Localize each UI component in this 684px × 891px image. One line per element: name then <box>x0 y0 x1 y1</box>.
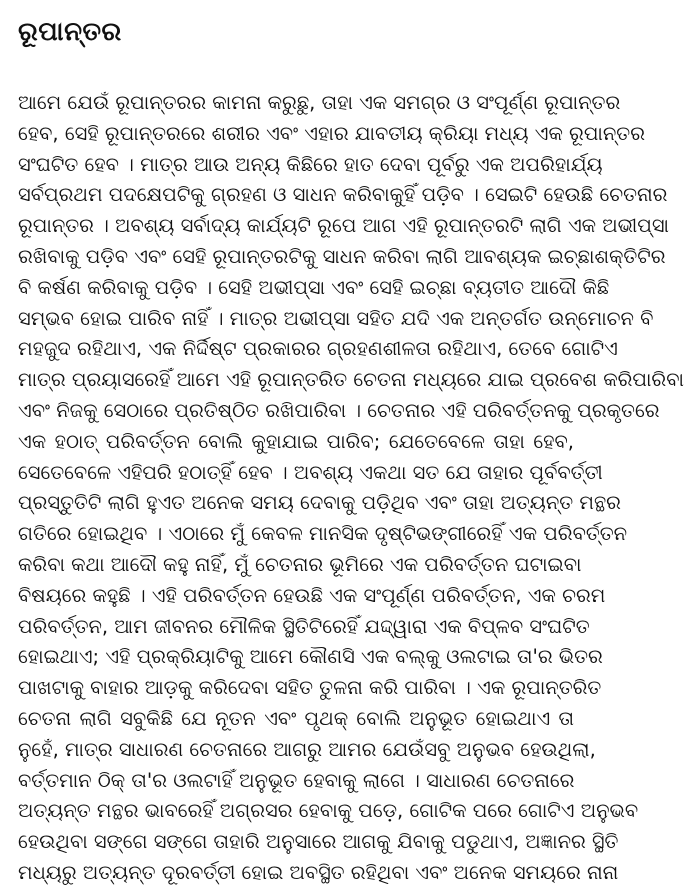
text-line: ସର୍ବପ୍ରଥମ ପଦକ୍ଷେପଟିକୁ ଗ୍ରହଣ ଓ ସାଧନ କରିବାକୁହିଁ ପଡ଼ିବ । ସେଇଟି ହେଉଛି ଚେତନାର <box>18 183 668 207</box>
text-line: ହେଉଥିବା ସଙ୍ଗେ ସଙ୍ଗେ ତାହାରି ଅନୁସାରେ ଆଗକୁ ଯିବାକୁ ପଡୁଥାଏ, ଅଜ୍ଞାନର ସ୍ଥିତି <box>18 830 619 854</box>
text-line: ଏବଂ ନିଜକୁ ସେଠାରେ ପ୍ରତିଷ୍ଠିତ ରଖିପାରିବା । ଚେତନାର ଏହି ପରିବର୍ତ୍ତନକୁ ପ୍ରକୃତରେ <box>18 398 660 422</box>
text-line: ମଧ୍ୟରୁ ଅତ୍ୟନ୍ତ ଦୂରବର୍ତ୍ତୀ ହୋଇ ଅବସ୍ଥିତ ରହିଥିବା ଏବଂ ଅନେକ ସମୟରେ ନାନା <box>18 860 619 884</box>
text-line: ପାଖଟାକୁ ବାହାର ଆଡ଼କୁ କରିଦେବା ସହିତ ତୁଳନା କରି ପାରିବା । ଏକ ରୂପାନ୍ତରିତ <box>18 676 602 700</box>
text-line: ସେତେବେଳେ ଏହିପରି ହଠାତ୍‌ହିଁ ହେବ । ଅବଶ୍ୟ ଏକଥା ସତ ଯେ ତାହାର ପୂର୍ବବର୍ତ୍ତୀ <box>18 460 603 484</box>
text-line: ପରିବର୍ତ୍ତନ, ଆମ ଜୀବନର ମୌଳିକ ସ୍ଥିତିଟିରେହିଁ ଯଦ୍ଦ୍ୱାରା ଏକ ବିପ୍ଳବ ସଂଘଟିତ <box>18 614 590 638</box>
text-line: ସଂଘଟିତ ହେବ । ମାତ୍ର ଆଉ ଅନ୍ୟ କିଛିରେ ହାତ ଦେବା ପୂର୍ବରୁ ଏକ ଅପରିହାର୍ଯ୍ୟ <box>18 152 603 176</box>
text-line: ଚେତନା ଲାଗି ସବୁକିଛି ଯେ ନୂତନ ଏବଂ ପୃଥକ୍ ବୋଲି ଅନୁଭୂତ ହୋଇଥାଏ ତା <box>18 706 574 730</box>
text-line: ରୂପାନ୍ତର । ଅବଶ୍ୟ ସର୍ବାଦ୍ୟ କାର୍ଯ୍ୟଟି ରୂପେ ଆଗ ଏହି ରୂପାନ୍ତରଟି ଲାଗି ଏକ ଅଭୀପ୍ସା <box>18 214 669 238</box>
document-title: ରୂପାନ୍ତର <box>18 17 122 47</box>
text-line: ମହଜୁଦ ରହିଥାଏ, ଏକ ନିର୍ଦ୍ଦିଷ୍ଟ ପ୍ରକାରର ଗ୍ରହଣଶୀଳତା ରହିଥାଏ, ତେବେ ଗୋଟିଏ <box>18 337 618 361</box>
text-line: ପ୍ରସ୍ତୁତିଟି ଲାଗି ହୁଏତ ଅନେକ ସମୟ ଦେବାକୁ ପଡ଼ିଥିବ ଏବଂ ତାହା ଅତ୍ୟନ୍ତ ମନ୍ଥର <box>18 491 621 515</box>
text-line: ହେବ, ସେହି ରୂପାନ୍ତରରେ ଶରୀର ଏବଂ ଏହାର ଯାବତୀୟ କ୍ରିୟା ମଧ୍ୟ ଏକ ରୂପାନ୍ତର <box>18 121 645 145</box>
text-line: ନୁହେଁ, ମାତ୍ର ସାଧାରଣ ଚେତନାରେ ଆଗରୁ ଆମର ଯେଉଁସବୁ ଅନୁଭବ ହେଉଥିଲା, <box>18 737 596 761</box>
text-line: ରଖିବାକୁ ପଡ଼ିବ ଏବଂ ସେହି ରୂପାନ୍ତରଟିକୁ ସାଧନ କରିବା ଲାଗି ଆବଶ୍ୟକ ଇଚ୍ଛାଶକ୍ତିଟିର <box>18 244 666 268</box>
text-line: ସମ୍ଭବ ହୋଇ ପାରିବ ନାହିଁ । ମାତ୍ର ଅଭୀପ୍ସା ସହିତ ଯଦି ଏକ ଅନ୍ତର୍ଗତ ଉନ୍ମୋଚନ ବି <box>18 306 654 330</box>
text-line: ଏକ ହଠାତ୍ ପରିବର୍ତ୍ତନ ବୋଲି କୁହାଯାଇ ପାରିବ; ଯେତେବେଳେ ତାହା ହେବ, <box>18 429 574 453</box>
text-line: ମାତ୍ର ପ୍ରୟାସରେହିଁ ଆମେ ଏହି ରୂପାନ୍ତରିତ ଚେତନା ମଧ୍ୟରେ ଯାଇ ପ୍ରବେଶ କରିପାରିବା <box>18 368 684 392</box>
text-line: ବର୍ତ୍ତମାନ ଠିକ୍ ତା'ର ଓଲଟାହିଁ ଅନୁଭୂତ ହେବାକୁ ଲାଗେ । ସାଧାରଣ ଚେତନାରେ <box>18 768 575 792</box>
document-body <box>18 88 684 889</box>
text-line: ଗତିରେ ହୋଇଥିବ । ଏଠାରେ ମୁଁ କେବଳ ମାନସିକ ଦୃଷ୍ଟିଭଙ୍ଗୀରେହିଁ ଏକ ପରିବର୍ତ୍ତନ <box>18 522 628 546</box>
text-line: ଅତ୍ୟନ୍ତ ମନ୍ଥର ଭାବରେହିଁ ଅଗ୍ରସର ହେବାକୁ ପଡ଼େ, ଗୋଟିକ ପରେ ଗୋଟିଏ ଅନୁଭବ <box>18 799 639 823</box>
text-line: ବିଷୟରେ କହୁଛି । ଏହି ପରିବର୍ତ୍ତନ ହେଉଛି ଏକ ସଂପୂର୍ଣ୍ଣ ପରିବର୍ତ୍ତନ, ଏକ ଚରମ <box>18 583 606 607</box>
text-line: ଆମେ ଯେଉଁ ରୂପାନ୍ତରର କାମନା କରୁଛୁ, ତାହା ଏକ ସମଗ୍ର ଓ ସଂପୂର୍ଣ୍ଣ ରୂପାନ୍ତର <box>18 91 621 114</box>
text-line: କରିବା କଥା ଆଦୌ କହୁ ନାହିଁ, ମୁଁ ଚେତନାର ଭୂମିରେ ଏକ ପରିବର୍ତ୍ତନ ଘଟାଇବା <box>18 552 582 576</box>
text-line: ହୋଇଥାଏ; ଏହି ପ୍ରକ୍ରିୟାଟିକୁ ଆମେ କୌଣସି ଏକ ବଲ୍‌କୁ ଓଲଟାଇ ତା'ର ଭିତର <box>18 645 603 669</box>
text-line: ବି କର୍ଷଣ କରିବାକୁ ପଡ଼ିବ । ସେହି ଅଭୀପ୍ସା ଏବଂ ସେହି ଇଚ୍ଛା ବ୍ୟତୀତ ଆଦୌ କିଛି <box>18 275 610 299</box>
